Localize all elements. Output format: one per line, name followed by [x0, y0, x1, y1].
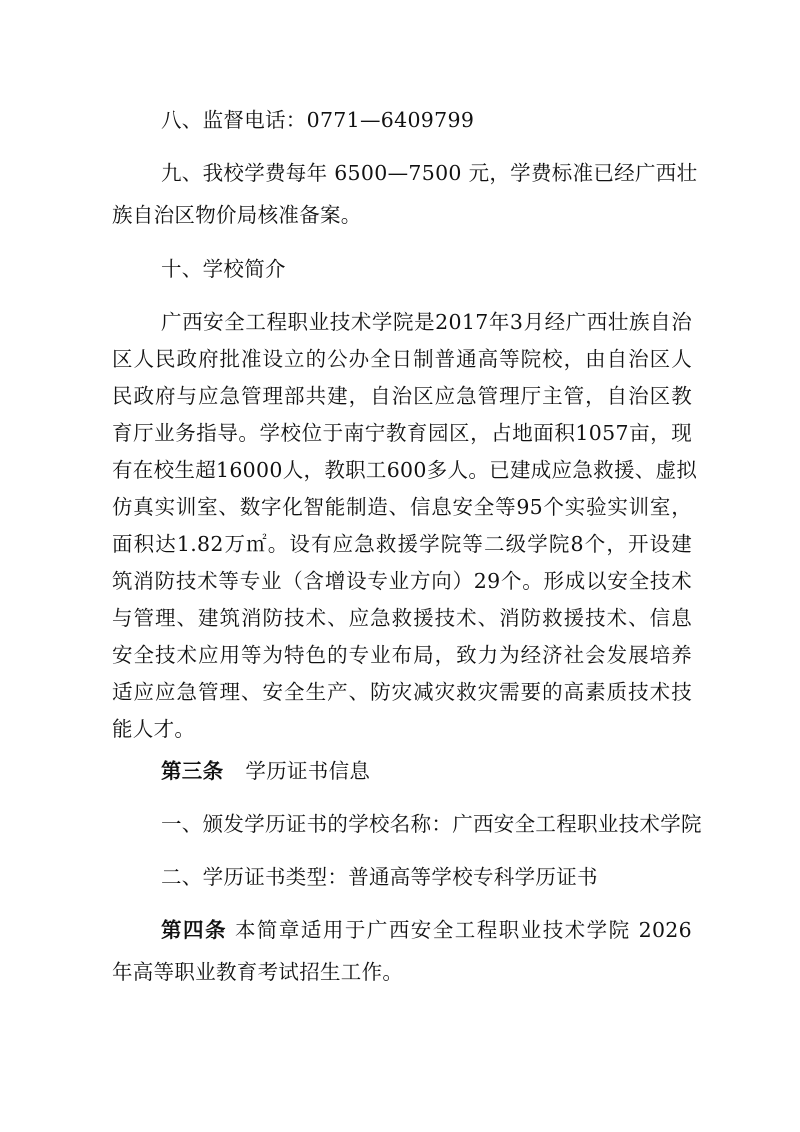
- article-3-heading: [161, 756, 692, 786]
- intro-line-10: 安全技术应用等为特色的专业布局，致力为经济社会发展培养: [112, 643, 692, 667]
- article-4-line-2: 年高等职业教育考试招生工作。: [112, 960, 404, 984]
- intro-line-8: 筑消防技术等专业（含增设专业方向）29个。形成以安全技术: [112, 569, 692, 593]
- intro-line-9: 与管理、建筑消防技术、应急救援技术、消防救援技术、信息: [112, 606, 692, 630]
- intro-line-11: 适应应急管理、安全生产、防灾减灾救灾需要的高素质技术技: [112, 680, 692, 704]
- intro-line-1: 广西安全工程职业技术学院是2017年3月经广西壮族自治: [161, 310, 692, 334]
- intro-line-7: 面积达1.82万㎡。设有应急救援学院等二级学院8个，开设建: [112, 532, 692, 556]
- intro-line-4: 育厅业务指导。学校位于南宁教育园区，占地面积1057亩，现: [112, 421, 692, 445]
- intro-line-6: 仿真实训室、数字化智能制造、信息安全等95个实验实训室，: [112, 495, 692, 519]
- item-9-line-1: 九、我校学费每年 6500—7500 元，学费标准已经广西壮: [161, 161, 698, 185]
- intro-line-5: 有在校生超16000人，教职工600多人。已建成应急救援、虚拟: [112, 458, 698, 482]
- article-3-label: 第三条: [161, 759, 224, 783]
- item-8-hotline: 八、监督电话：0771—6409799: [161, 108, 475, 132]
- article-3-item-2: 二、学历证书类型：普通高等学校专科学历证书: [161, 865, 598, 889]
- item-9-line-2: 族自治区物价局核准备案。: [112, 203, 362, 227]
- item-10-heading: 十、学校简介: [161, 257, 286, 281]
- intro-line-3: 民政府与应急管理部共建，自治区应急管理厅主管，自治区教: [112, 384, 692, 408]
- article-4-line-1: [161, 915, 692, 945]
- article-4-label: 第四条: [161, 918, 227, 942]
- article-3-item-1: 一、颁发学历证书的学校名称：广西安全工程职业技术学院: [161, 812, 702, 836]
- article-3-title: 学历证书信息: [245, 759, 371, 783]
- intro-line-12: 能人才。: [112, 717, 196, 741]
- article-4-text: 本简章适用于广西安全工程职业技术学院 2026: [234, 918, 692, 942]
- intro-line-2: 区人民政府批准设立的公办全日制普通高等院校，由自治区人: [112, 347, 692, 371]
